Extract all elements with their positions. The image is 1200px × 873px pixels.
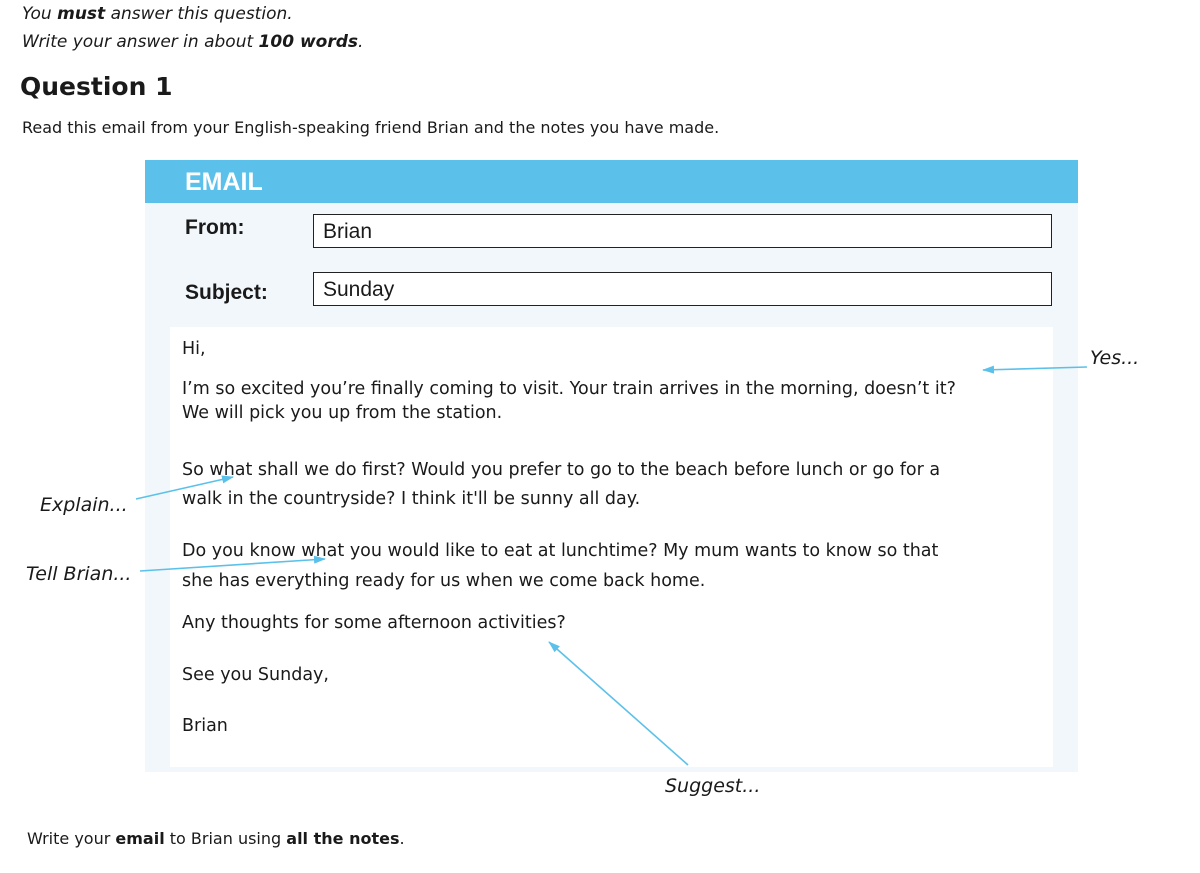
email-header-label: EMAIL [185, 168, 263, 196]
email-paragraph-line: I’m so excited you’re finally coming to visit. Your train arrives in the morning, doesn’t it? [182, 379, 956, 399]
note-tell-brian: Tell Brian... [26, 563, 132, 585]
note-explain: Explain... [40, 494, 128, 516]
note-yes: Yes... [1090, 347, 1140, 369]
task-instruction: Write your email to Brian using all the notes. [27, 829, 405, 848]
email-signoff: See you Sunday, [182, 665, 329, 685]
email-paragraph-line: So what shall we do first? Would you prefer to go to the beach before lunch or go for a [182, 460, 941, 480]
email-paragraph-line: Do you know what you would like to eat at lunchtime? My mum wants to know so that [182, 541, 939, 561]
email-paragraph-line: walk in the countryside? I think it'll be sunny all day. [182, 489, 641, 509]
arrow-suggest [549, 642, 688, 765]
from-value: Brian [323, 220, 373, 243]
subject-value: Sunday [323, 278, 395, 301]
note-suggest: Suggest... [665, 775, 761, 797]
arrow-yes [983, 367, 1087, 370]
arrow-explain [136, 477, 233, 499]
question-intro: Read this email from your English-speaking friend Brian and the notes you have made. [22, 118, 720, 137]
subject-label: Subject: [185, 281, 268, 304]
instruction-word-count: Write your answer in about 100 words. [22, 32, 364, 52]
instruction-must-answer: You must answer this question. [22, 4, 293, 24]
email-signature: Brian [182, 716, 228, 736]
from-label: From: [185, 216, 245, 239]
question-title: Question 1 [20, 72, 173, 101]
arrow-tell [140, 559, 325, 571]
email-paragraph-line: she has everything ready for us when we come back home. [182, 571, 706, 591]
email-paragraph-line: We will pick you up from the station. [182, 403, 503, 423]
email-greeting: Hi, [182, 339, 206, 359]
email-paragraph-line: Any thoughts for some afternoon activities? [182, 613, 566, 633]
